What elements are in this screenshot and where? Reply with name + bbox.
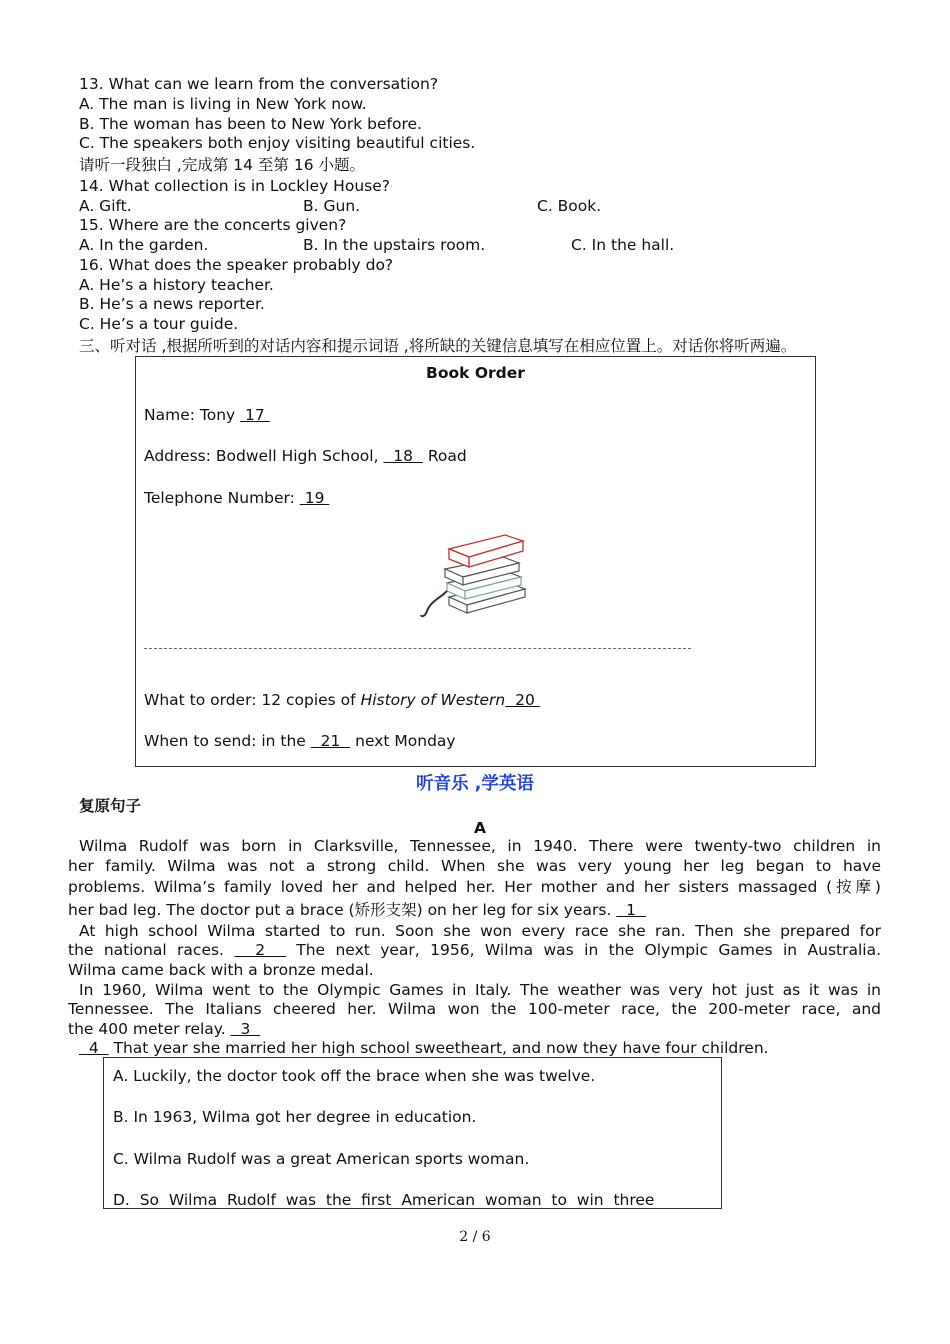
restore-heading: 复原句子 [79,797,142,815]
passage-line: problems. Wilma’s family loved her and helped her. Her mother and her sisters massaged (按摩) [68,878,881,896]
q16-option-a: A. He’s a history teacher. [79,276,274,294]
blank-20[interactable]: 20 [505,691,540,709]
book-stack-icon [419,527,531,622]
q14-option-b: B. Gun. [303,197,361,215]
option-d: D. So Wilma Rudolf was the first American woman to win three [113,1191,655,1209]
q13-question: 13. What can we learn from the conversation? [79,75,439,93]
options-box [103,1057,722,1209]
order-address-line: Address: Bodwell High School, 18 Road [144,447,467,465]
blank-2[interactable]: 2 [234,941,286,959]
blank-19[interactable]: 19 [299,489,330,507]
blank-4[interactable]: 4 [79,1039,109,1057]
passage-line: In 1960, Wilma went to the Olympic Games in Italy. The weather was very hot just as it was in [79,981,881,999]
q14-option-c: C. Book. [537,197,602,215]
q15-option-c: C. In the hall. [571,236,675,254]
option-b: B. In 1963, Wilma got her degree in education. [113,1108,477,1126]
blank-3[interactable]: 3 [230,1020,261,1038]
blank-17[interactable]: 17 [240,406,270,424]
order-what-line: What to order: 12 copies of History of Western 20 [144,691,540,709]
passage-line: the 400 meter relay. 3 [68,1020,261,1038]
passage-line: her family. Wilma was not a strong child. When she was very young her leg began to have [68,857,881,875]
q15-question: 15. Where are the concerts given? [79,216,347,234]
option-c: C. Wilma Rudolf was a great American sports woman. [113,1150,530,1168]
q14-question: 14. What collection is in Lockley House? [79,177,390,195]
option-a: A. Luckily, the doctor took off the brace when she was twelve. [113,1067,596,1085]
blank-1[interactable]: 1 [616,901,646,919]
q16-option-b: B. He’s a news reporter. [79,295,265,313]
order-phone-line: Telephone Number: 19 [144,489,330,507]
q16-option-c: C. He’s a tour guide. [79,315,239,333]
q13-option-b: B. The woman has been to New York before. [79,115,422,133]
passage-line: Tennessee. The Italians cheered her. Wilma won the 100-meter race, the 200-meter race, and [68,1000,881,1018]
q13-option-c: C. The speakers both enjoy visiting beautiful cities. [79,134,476,152]
book-order-title: Book Order [426,364,525,382]
passage-line: At high school Wilma started to run. Soon she won every race she ran. Then she prepared for [79,922,881,940]
q13-option-a: A. The man is living in New York now. [79,95,367,113]
blank-21[interactable]: 21 [310,732,351,750]
music-title: 听音乐 ,学英语 [416,774,534,794]
dotted-divider [144,648,691,649]
monologue-instruction: 请听一段独白 ,完成第 14 至第 16 小题。 [79,156,366,174]
section3-instruction: 三、听对话 ,根据所听到的对话内容和提示词语 ,将所缺的关键信息填写在相应位置上。对话你将听两遍。 [79,337,797,355]
page-number: 2 / 6 [459,1229,491,1245]
passage-line: the national races. 2 The next year, 1956, Wilma was in the Olympic Games in Australia. [68,941,882,959]
book-order-box [135,356,816,767]
passage-label: A [474,819,486,837]
passage-line: Wilma Rudolf was born in Clarksville, Tennessee, in 1940. There were twenty-two children in [79,837,881,855]
q14-option-a: A. Gift. [79,197,132,215]
order-when-line: When to send: in the 21 next Monday [144,732,456,750]
order-name-line: Name: Tony 17 [144,406,270,424]
q16-question: 16. What does the speaker probably do? [79,256,394,274]
passage-line: her bad leg. The doctor put a brace (矫形支架) on her leg for six years. 1 [68,901,646,919]
blank-18[interactable]: 18 [383,447,423,465]
passage-line: 4 That year she married her high school sweetheart, and now they have four children. [79,1039,769,1057]
q15-option-b: B. In the upstairs room. [303,236,486,254]
q15-option-a: A. In the garden. [79,236,209,254]
passage-line: Wilma came back with a bronze medal. [68,961,374,979]
